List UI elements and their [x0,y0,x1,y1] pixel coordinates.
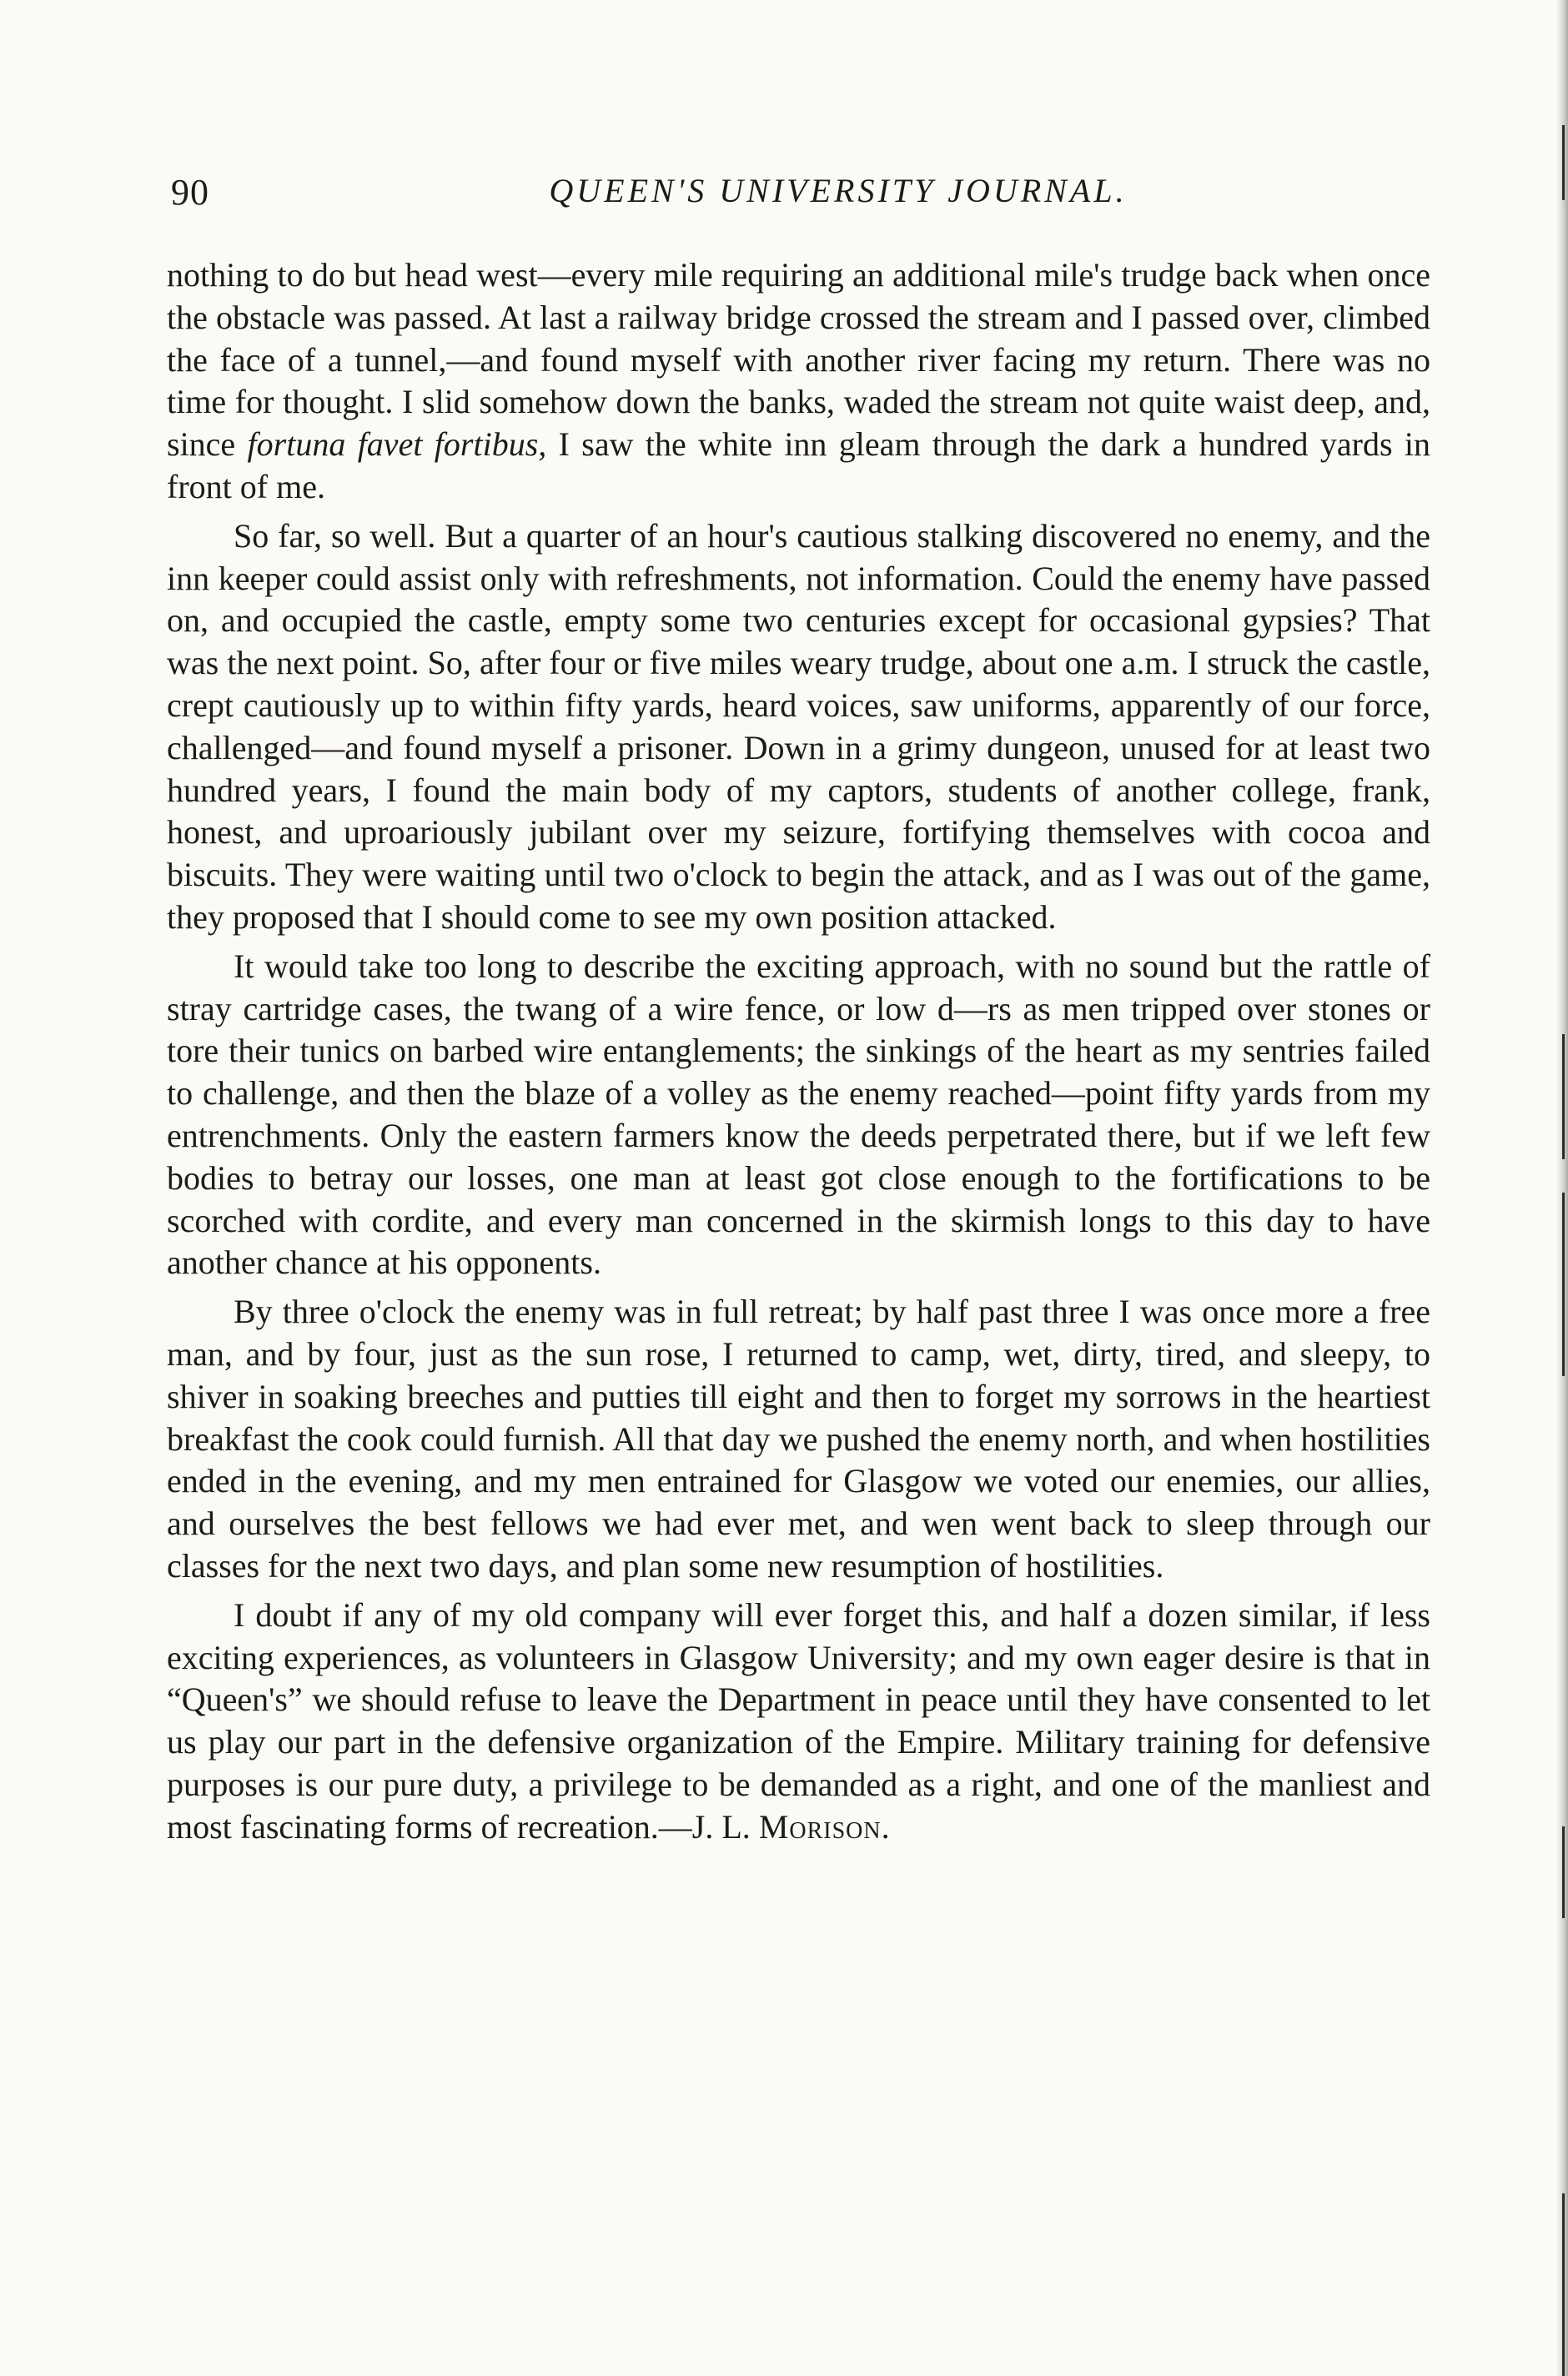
edge-mark [1562,125,1565,200]
edge-mark [1562,1034,1565,1159]
paragraph-1-text: nothing to do but head west—every mile requiring an additional mile's trudge back when once the obstacle was passed. At last a railway bridge crossed the stream and I passed over, climbed the face of a tunnel,—and found myself with another river facing my return. There was no time for thought. I slid somehow down the banks, waded the stream not quite waist deep, and, since [167,256,1430,464]
page-number: 90 [171,172,209,213]
paragraph-5-end: . [881,1807,890,1846]
edge-mark [1562,2193,1565,2376]
running-title: QUEEN'S UNIVERSITY JOURNAL. [549,172,1128,209]
paragraph-4: By three o'clock the enemy was in full retreat; by half past three I was once more a free man, and by four, just as the sun rose, I returned to camp, wet, dirty, tired, and sleepy, to shiver in soaking breeches and putties till eight and then to forget my sorrows in the heartiest breakfast the cook could furnish. All that day we pushed the enemy north, and when hostilities ended in the evening, and my men entrained for Glasgow we voted our enemies, our allies, and ourselves the best fellows we had ever met, and wen went back to sleep through our classes for the next two days, and plan some new resumption of hostilities. [167,1293,1430,1585]
paragraph-5 [167,1595,1430,1849]
article-body [167,254,1430,1855]
paragraph-3: It would take too long to describe the exciting approach, with no sound but the rattle of stray cartridge cases, the twang of a wire fence, or low d—rs as men tripped over stones or tore their tunics on barbed wire entanglements; the sinkings of the heart as my sentries failed to challenge, and then the blaze of a volley as the enemy reached—point fifty yards from my entrenchments. Only the eastern farmers know the deeds perpetrated there, but if we left few bodies to betray our losses, one man at least got close enough to the fortifications to be scorched with cordite, and every man concerned in the skirmish longs to this day to have another chance at his opponents. [167,947,1430,1282]
page-edge-shadow [1556,0,1568,2376]
paragraph-1-end: I saw the white inn gleam through the dark a hundred yards in front of me. [167,425,1430,505]
paragraph-1 [167,254,1430,509]
latin-phrase: fortuna favet fortibus, [247,425,547,464]
edge-mark [1562,1826,1565,1918]
paragraph-5-text: I doubt if any of my old company will ever forget this, and half a dozen similar, if less exciting experiences, as volunteers in Glasgow University; and my own eager desire is that in “Queen's” we should refuse to leave the Department in peace until they have consented to let us play our part in the defensive organization of the Empire. Military training for defensive purposes is our pure duty, a privilege to be demanded as a right, and one of the manliest and most fascinating forms of recreation.—J. L. [167,1595,1430,1846]
edge-mark [1562,1193,1565,1376]
page-header [171,171,1439,221]
paragraph-2: So far, so well. But a quarter of an hour's cautious stalking discovered no enemy, and the inn keeper could assist only with refreshments, not information. Could the enemy have passed on, and occupied the castle, empty some two centuries except for occasional gypsies? That was the next point. So, after four or five miles weary trudge, about one a.m. I struck the castle, crept cautiously up to within fifty yards, heard voices, saw uniforms, apparently of our force, challenged—and found myself a prisoner. Down in a grimy dungeon, unused for at least two hundred years, I found the main body of my captors, students of another college, frank, honest, and uproariously jubilant over my seizure, fortifying themselves with cocoa and biscuits. They were waiting until two o'clock to begin the attack, and as I was out of the game, they proposed that I should come to see my own position attacked. [167,516,1430,936]
author-signature: Morison [758,1807,882,1846]
